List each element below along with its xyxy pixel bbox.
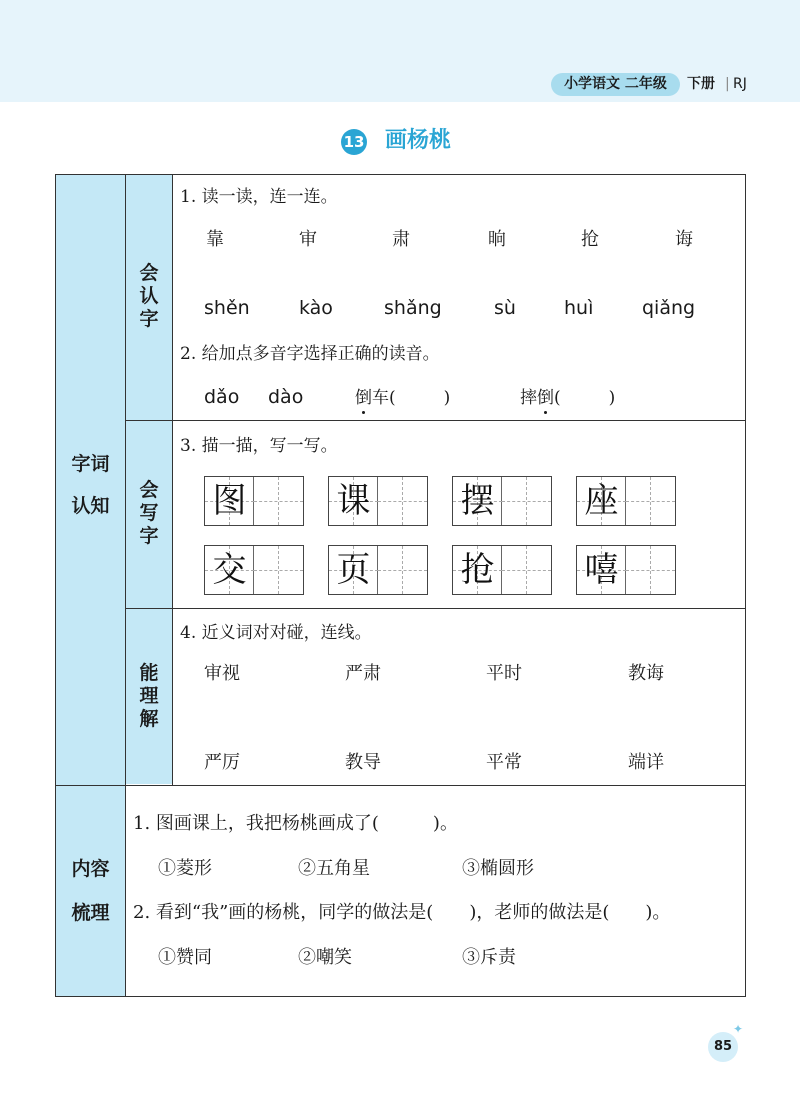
section-label-zici: 字词 认知	[71, 453, 110, 517]
sublabel-huixiezi: 会 写 字	[139, 479, 159, 547]
pinyin-item: kào	[299, 297, 333, 319]
word-item: 教导	[345, 752, 381, 773]
char-item: 审	[299, 229, 317, 250]
writing-grid[interactable]	[328, 545, 428, 595]
sparkle-icon: ✦	[733, 1022, 744, 1036]
subject-badge: 小学语文 二年级	[551, 73, 680, 96]
pinyin-item: huì	[564, 297, 594, 319]
word-item: 严肃	[345, 663, 381, 684]
word-item: 平常	[486, 752, 522, 773]
writing-grid[interactable]	[576, 476, 676, 526]
option-item: ③椭圆形	[462, 858, 534, 879]
edition-label: RJ	[733, 76, 747, 92]
char-item: 肃	[392, 229, 410, 250]
polyphone-item: 倒车( )	[355, 388, 451, 408]
pinyin-item: shěn	[204, 297, 250, 319]
pinyin-option: dào	[268, 386, 304, 408]
sublabel-nenglijie: 能 理 解	[139, 662, 159, 730]
question-1-title: 1. 读一读，连一连。	[180, 187, 338, 207]
trace-char: 座	[584, 481, 619, 521]
trace-char: 抢	[460, 550, 495, 590]
char-item: 晌	[488, 229, 506, 250]
divider	[172, 174, 173, 785]
writing-grid[interactable]	[452, 545, 552, 595]
char-item: 靠	[206, 229, 224, 250]
word-item: 平时	[486, 663, 522, 684]
question-4-title: 4. 近义词对对碰，连线。	[180, 623, 372, 643]
polyphone-item: 摔倒( )	[520, 388, 616, 408]
lesson-number-badge: 13	[341, 129, 367, 155]
pinyin-item: sù	[494, 297, 516, 319]
trace-char: 课	[336, 481, 371, 521]
pinyin-option: dǎo	[204, 386, 240, 408]
question-2-title: 2. 给加点多音字选择正确的读音。	[180, 344, 440, 364]
emphasis-dot-char: 倒	[355, 388, 372, 408]
header-separator: |	[725, 76, 730, 92]
trace-char: 嘻	[584, 550, 619, 590]
section-label-neirong: 内容 梳理	[71, 858, 110, 924]
writing-grid[interactable]	[204, 545, 304, 595]
option-item: ①赞同	[158, 947, 212, 968]
question-3-title: 3. 描一描，写一写。	[180, 436, 338, 456]
content-question-1: 1. 图画课上，我把杨桃画成了( )。	[133, 813, 458, 834]
page-number: 85	[708, 1032, 738, 1062]
pinyin-item: qiǎng	[642, 297, 696, 319]
content-question-2: 2. 看到“我”画的杨桃，同学的做法是( )，老师的做法是( )。	[133, 902, 671, 923]
word-item: 审视	[204, 663, 240, 684]
pinyin-item: shǎng	[384, 297, 442, 319]
volume-label: 下册	[687, 76, 715, 92]
header-band	[0, 0, 800, 102]
option-item: ③斥责	[462, 947, 516, 968]
sublabel-huirenzi: 会 认 字	[139, 262, 159, 330]
char-item: 诲	[675, 229, 693, 250]
divider	[125, 608, 746, 609]
writing-grid[interactable]	[328, 476, 428, 526]
writing-grid[interactable]	[452, 476, 552, 526]
trace-char: 图	[212, 481, 247, 521]
divider	[125, 420, 746, 421]
trace-char: 交	[212, 550, 247, 590]
word-item: 端详	[628, 752, 664, 773]
trace-char: 页	[336, 550, 371, 590]
char-item: 抢	[581, 229, 599, 250]
option-item: ②五角星	[298, 858, 370, 879]
word-item: 严厉	[204, 752, 240, 773]
lesson-title: 画杨桃	[385, 128, 452, 153]
option-item: ②嘲笑	[298, 947, 352, 968]
divider	[55, 785, 746, 786]
option-item: ①菱形	[158, 858, 212, 879]
emphasis-dot-char: 倒	[537, 388, 554, 408]
trace-char: 摆	[460, 481, 495, 521]
writing-grid[interactable]	[204, 476, 304, 526]
writing-grid[interactable]	[576, 545, 676, 595]
word-item: 教诲	[628, 663, 664, 684]
